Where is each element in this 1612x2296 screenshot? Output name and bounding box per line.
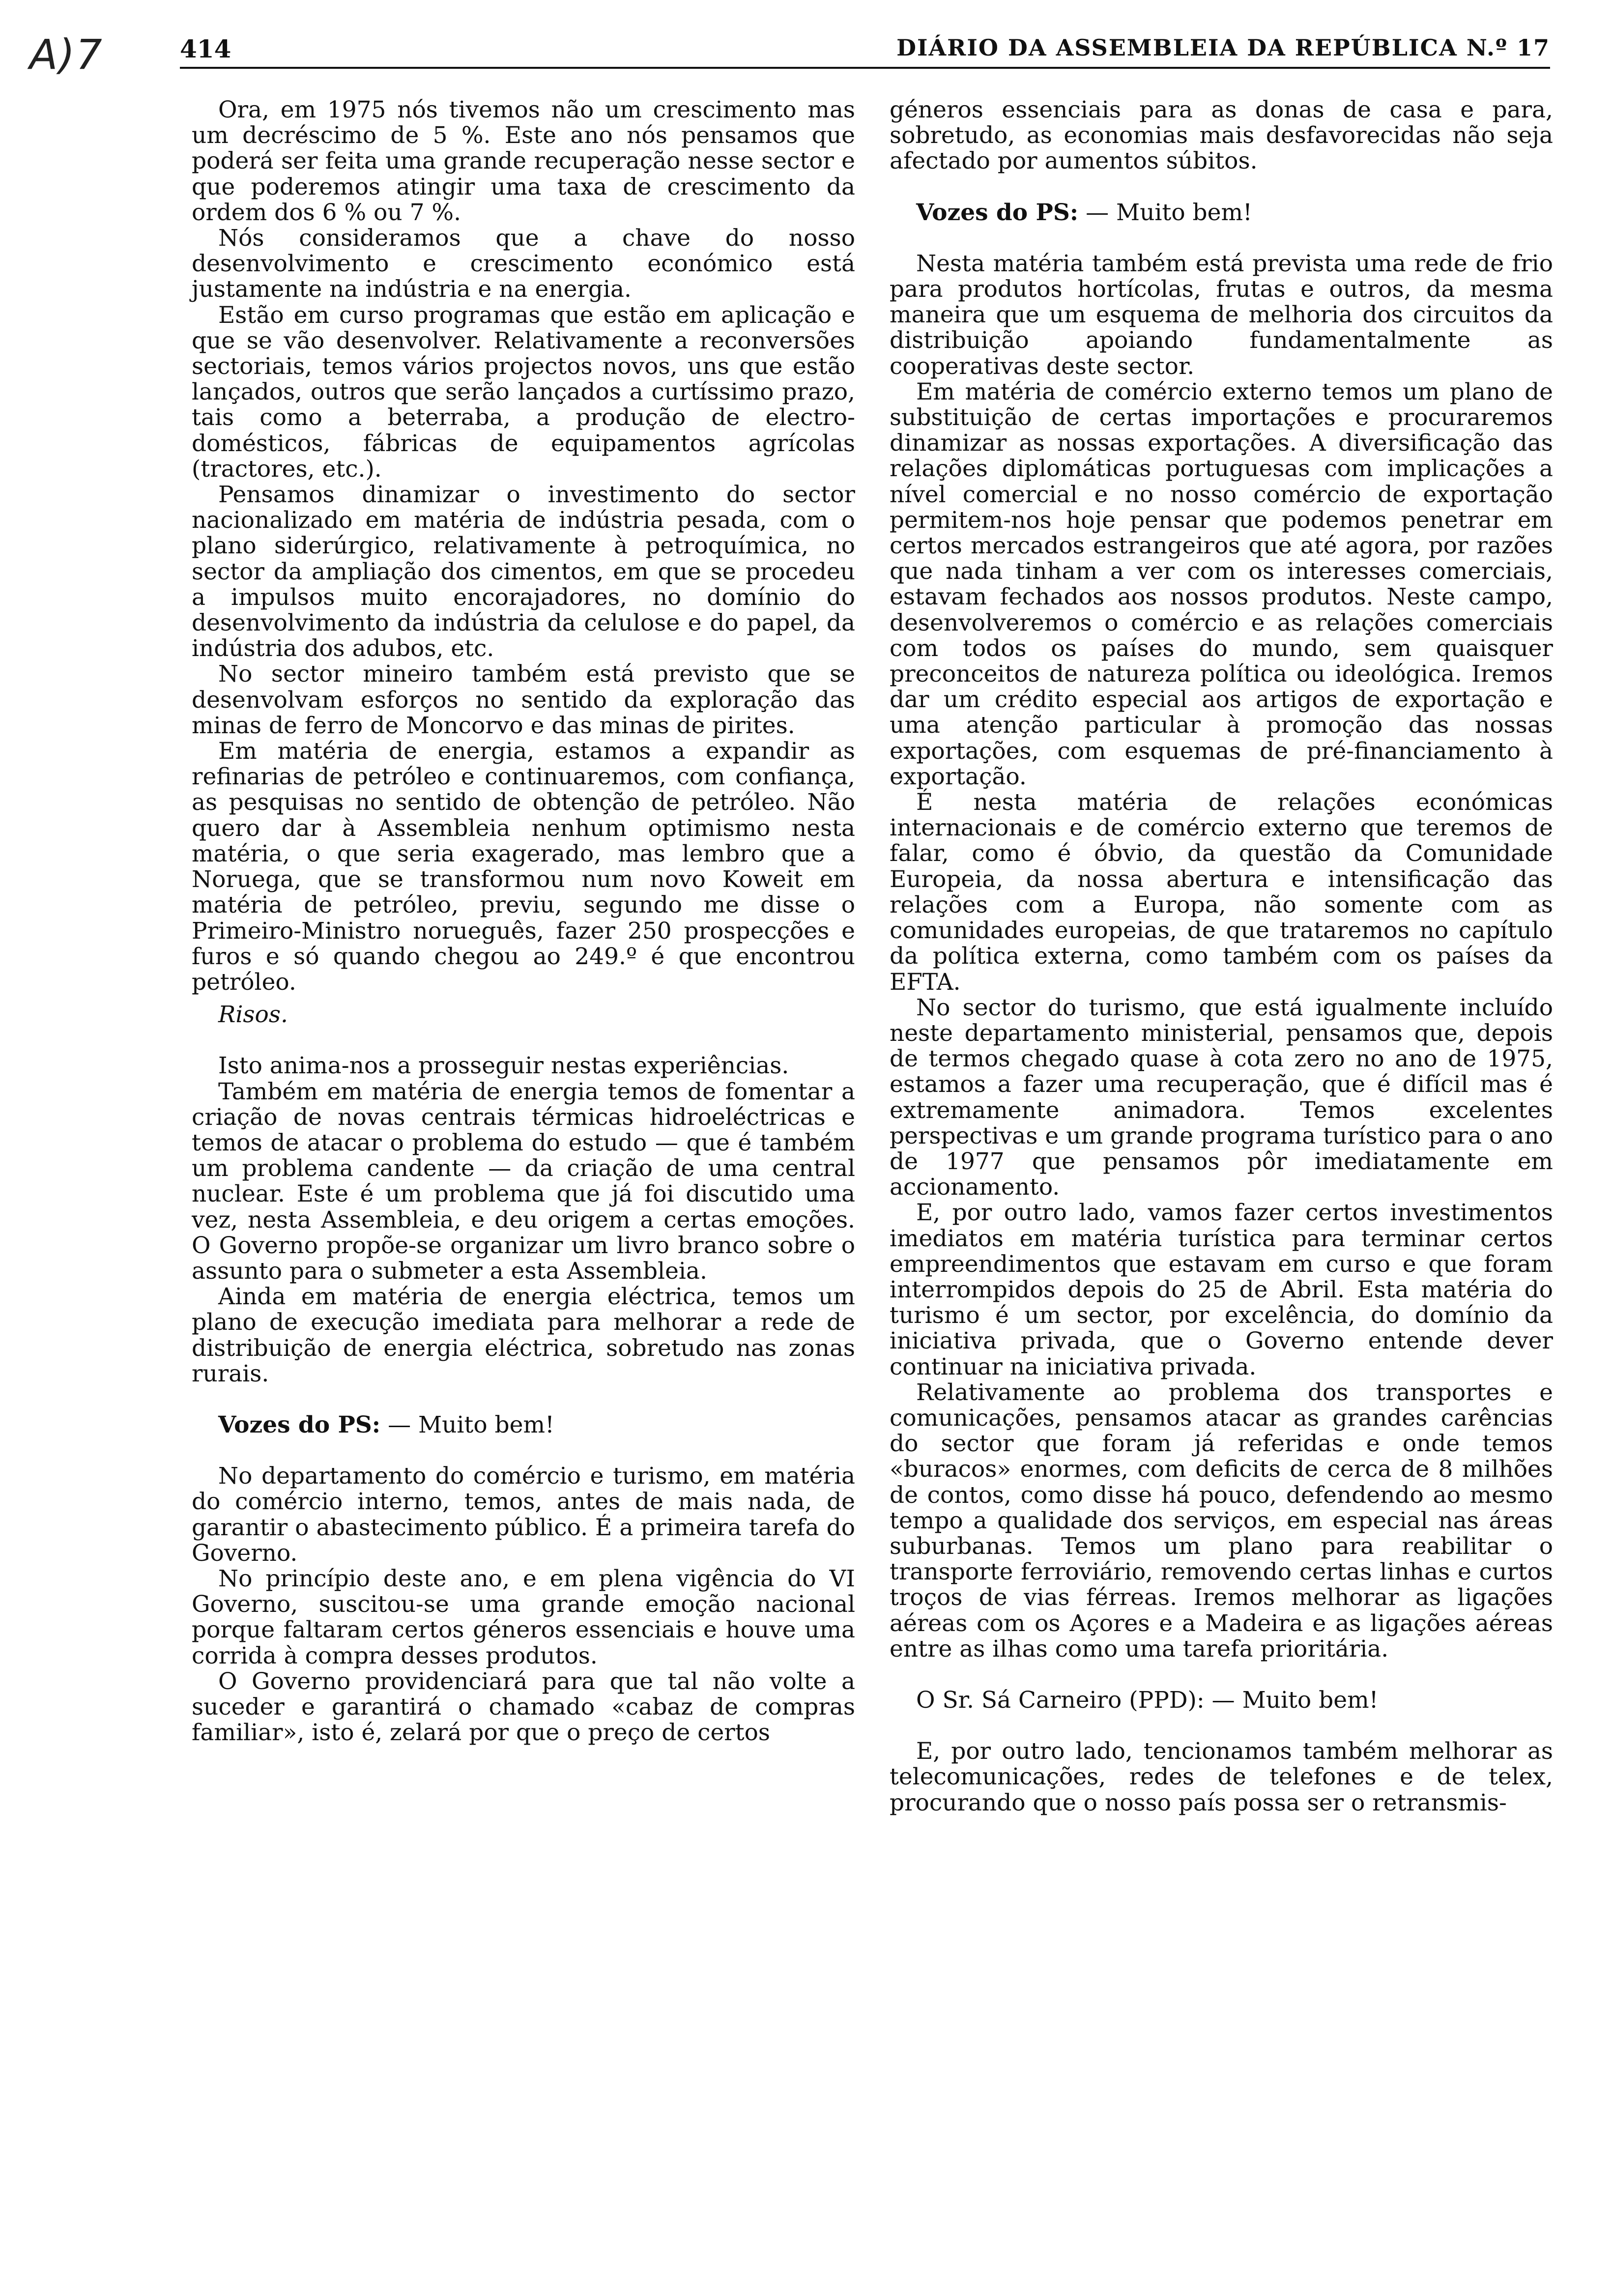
running-head: DIÁRIO DA ASSEMBLEIA DA REPÚBLICA N.º 17 [896, 34, 1550, 61]
paragraph: Ainda em matéria de energia eléctrica, temos um plano de execução imediata para melhorar a rede de distribuição de energia eléctrica, sobretudo nas zonas rurais. [192, 1283, 855, 1387]
speaker-name: O Sr. Sá Carneiro (PPD): [916, 1686, 1205, 1714]
paragraph: É nesta matéria de relações económicas internacionais e de comércio externo que teremos de falar, como é óbvio, da questão da Comunidade Europeia, da nossa abertura e intensificação das relações com a Europa, não somente com as comunidades europeias, de que trataremos no capítulo da política externa, como também com os países da EFTA. [890, 789, 1553, 996]
paragraph: Também em matéria de energia temos de fomentar a criação de novas centrais térmicas hidroeléctricas e temos de atacar o problema do estudo — que é também um problema candente — da criação de uma central nuclear. Este é um problema que já foi discutido uma vez, nesta Assembleia, e deu origem a certas emoções. O Governo propõe-se organizar um livro branco sobre o assunto para o submeter a esta Assembleia. [192, 1078, 855, 1285]
speaker-text: — Muito bem! [1078, 199, 1252, 226]
paragraph: No princípio deste ano, e em plena vigência do VI Governo, suscitou-se uma grande emoção nacional porque faltaram certos géneros essenciais e houve uma corrida à compra desses produtos. [192, 1565, 855, 1669]
paragraph: Em matéria de comércio externo temos um plano de substituição de certas importações e procuraremos dinamizar as nossas exportações. A diversificação das relações diplomáticas portuguesas com implicações a nível comercial e no nosso comércio de exportação permitem-nos hoje pensar que podemos penetrar em certos mercados estrangeiros que até agora, por razões que nada tinham a ver com os interesses comerciais, estavam fechados aos nossos produtos. Neste campo, desenvolveremos o comércio e as relações comerciais com todos os países do mundo, sem quaisquer preconceitos de natureza política ou ideológica. Iremos dar um crédito especial aos artigos de exportação e uma atenção particular à promoção das nossas exportações, com esquemas de pré-financiamento à exportação. [890, 378, 1553, 790]
paragraph: E, por outro lado, vamos fazer certos investimentos imediatos em matéria turística para terminar certos empreendimentos que estavam em curso e que foram interrompidos depois do 25 de Abril. Esta matéria do turismo é um sector, por excelência, do domínio da iniciativa privada, que o Governo entende dever continuar na iniciativa privada. [890, 1199, 1553, 1380]
paragraph: Nós consideramos que a chave do nosso desenvolvimento e crescimento económico está justamente na indústria e na energia. [192, 225, 855, 303]
paragraph: Relativamente ao problema dos transportes e comunicações, pensamos atacar as grandes carências do sector que foram já referidas e onde temos «buracos» enormes, com deficits de cerca de 8 milhões de contos, como disse há pouco, defendendo ao mesmo tempo a qualidade dos serviços, em especial nas áreas suburbanas. Temos um plano para reabilitar o transporte ferroviário, removendo certas linhas e curtos troços de vias férreas. Iremos melhorar as ligações aéreas com os Açores e a Madeira e as ligações aéreas entre as ilhas como uma tarefa prioritária. [890, 1378, 1553, 1663]
speaker-intervention [890, 1688, 1553, 1713]
speaker-intervention [192, 1412, 855, 1438]
paragraph: No departamento do comércio e turismo, em matéria do comércio interno, temos, antes de mais nada, de garantir o abastecimento público. É a primeira tarefa do Governo. [192, 1463, 855, 1567]
paragraph-continued: géneros essenciais para as donas de casa e para, sobretudo, as economias mais desfavorecidas não seja afectado por aumentos súbitos. [890, 96, 1553, 175]
speaker-name: Vozes do PS: [218, 1411, 381, 1438]
left-column [192, 97, 855, 1746]
speaker-text: — Muito bem! [380, 1411, 554, 1438]
stage-direction: Risos. [218, 1001, 288, 1029]
paragraph: Nesta matéria também está prevista uma rede de frio para produtos hortícolas, frutas e outros, da mesma maneira que um esquema de melhoria dos circuitos da distribuição apoiando fundamentalmente as cooperativas deste sector. [890, 250, 1553, 380]
header-rule [180, 67, 1550, 69]
paragraph: Ora, em 1975 nós tivemos não um crescimento mas um decréscimo de 5 %. Este ano nós pensamos que poderá ser feita uma grande recuperação nesse sector e que poderemos atingir uma taxa de crescimento da ordem dos 6 % ou 7 %. [192, 96, 855, 226]
right-column [890, 97, 1553, 1816]
paragraph: Estão em curso programas que estão em aplicação e que se vão desenvolver. Relativamente a reconversões sectoriais, temos vários projectos novos, uns que estão lançados, outros que serão lançados a curtíssimo prazo, tais como a beterraba, a produção de electro-domésticos, fábricas de equipamentos agrícolas (tractores, etc.). [192, 301, 855, 483]
paragraph: Pensamos dinamizar o investimento do sector nacionalizado em matéria de indústria pesada, com o plano siderúrgico, relativamente à petroquímica, no sector da ampliação dos cimentos, em que se procedeu a impulsos muito encorajadores, no domínio do desenvolvimento da indústria da celulose e do papel, da indústria dos adubos, etc. [192, 481, 855, 662]
paragraph: E, por outro lado, tencionamos também melhorar as telecomunicações, redes de telefones e de telex, procurando que o nosso país possa ser o retransmis- [890, 1738, 1553, 1816]
paragraph: Em matéria de energia, estamos a expandir as refinarias de petróleo e continuaremos, com confiança, as pesquisas no sentido de obtenção de petróleo. Não quero dar à Assembleia nenhum optimismo nesta matéria, o que seria exagerado, mas lembro que a Noruega, que se transformou num novo Koweit em matéria de petróleo, previu, segundo me disse o Primeiro-Ministro norueguês, fazer 250 prospecções e furos e só quando chegou ao 249.º é que encontrou petróleo. [192, 738, 855, 996]
paragraph: No sector do turismo, que está igualmente incluído neste departamento ministerial, pensamos que, depois de termos chegado quase à cota zero no ano de 1975, estamos a fazer uma recuperação, que é difícil mas é extremamente animadora. Temos excelentes perspectivas e um grande programa turístico para o ano de 1977 que pensamos pôr imediatamente em accionamento. [890, 994, 1553, 1201]
speaker-intervention [890, 200, 1553, 226]
paragraph: Isto anima-nos a prosseguir nestas experiências. [218, 1052, 789, 1080]
handwritten-annotation: A)7 [29, 30, 103, 79]
speaker-text: — Muito bem! [1204, 1686, 1379, 1714]
paragraph: O Governo providenciará para que tal não volte a suceder e garantirá o chamado «cabaz de compras familiar», isto é, zelará por que o preço de certos [192, 1667, 855, 1747]
speaker-name: Vozes do PS: [916, 199, 1079, 226]
page-number: 414 [180, 34, 231, 63]
paragraph: No sector mineiro também está previsto que se desenvolvam esforços no sentido da exploração das minas de ferro de Moncorvo e das minas de pirites. [192, 660, 855, 739]
